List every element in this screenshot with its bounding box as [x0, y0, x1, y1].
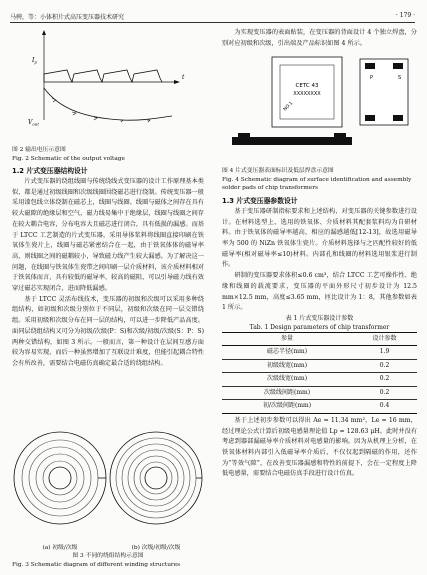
table-row: [222, 346, 417, 360]
table-cell: 0.4: [352, 400, 417, 414]
section-1-3-para-2: 研制的变压器要求体积≤0.6 cm³，结合 LTCC 工艺可操作性、绝缘和线圈的载流要求，变压器的平面外形尺寸初步设计为 12.5 mm×12.5 mm，高度≤3.65 mm，匝比设计为 1：8，其他参数如表 1 所示。: [222, 272, 417, 312]
section-1-3-para-3: 基于上述初步参数可以得出 Ae = 11.34 mm²，Le = 16 mm，经过理论公式计算后初级电感量理论值 Lp = 128.63 μH。此时并没有考虑到器部漏磁导率介质材料对电感量的影响。因为从机理上分析，在铁氧体材料内部引入低磁导率介质后，不仅仅起到隔磁的作用，还作为“等效气隙”，在改善变压器漏感和特性的前提下，会在一定程度上降低电感量，需要结合电磁仿真手段进行设计仿真。: [222, 416, 417, 478]
table-cell: 0.2: [352, 386, 417, 400]
table-cell: 0.2: [352, 359, 417, 373]
table-row: [222, 386, 417, 400]
vout-label: $V_{out}$: [28, 119, 39, 127]
fig4-caption-en-2: solder pads of chip transformers: [222, 185, 318, 192]
table-cell: 磁芯半径(mm): [222, 346, 352, 360]
fig3-caption-en: Fig. 3 Schematic diagram of different winding structures: [12, 561, 181, 568]
table-row: [222, 373, 417, 387]
table1-title-en: Tab. 1 Design parameters of chip transformer: [249, 323, 390, 331]
section-1-2-para-1: 片式变压器的绕组线圈与传统绕线式变压器的设计工作原理基本类似，都是通过初级线圈和次级线圈围绕磁芯进行绕制。传统变压器一般采用漆包线立体绕制在磁芯上，线圈与线圈、线圈与磁体之间存在具有较大磁隙的绝缘层和空气，磁力线易集中于绝缘层，线圈与线圈之间存在较大耦合电容，分布电容大且磁芯进行闭合，具有低损的漏感。而基于 LTCC 工艺制造的片式变压器，采用导体浆料将线圈直接印刷在铁氧体生瓷片上，线圈与磁芯紧密结合在一起，由于铁氧体体的磁导率高，则线圈之间的磁耦较小，导致磁力线产生较大漏感。为了解决这一问题，在线圈与铁氧体生瓷带之间印刷一层介质材料，该介质材料相对于铁氧体而言，具有较低的磁导率、较高的磁阻，可以引导磁力线有效穿过磁芯实现闭合，进而降低漏感。: [12, 178, 204, 293]
page-number: · 179 ·: [395, 12, 415, 19]
table-cell: 初级线宽(mm): [222, 359, 352, 373]
table-header: 参量: [222, 332, 352, 346]
pad-label-p: P: [370, 75, 374, 82]
table-cell: 0.2: [352, 373, 417, 387]
chip-mark-2: XXXXXXXX: [293, 91, 321, 98]
design-parameters-table: [222, 332, 417, 414]
output-voltage-diagram: [12, 28, 204, 146]
figure-4: [222, 49, 417, 167]
fig3-caption-cn: 图 3 不同的绕组结构示意图: [72, 553, 144, 559]
section-1-2-title: 1.2 片式变压器结构设计: [12, 167, 88, 175]
table-header: 设计参数: [352, 332, 417, 346]
pads-intro-para: 为实现变压器的表面贴装，在变压器的背面设计 4 个独立焊盘，分别对应初级和次级，引出端及产品标识如图 4 所示。: [222, 29, 417, 47]
section-1-3-title: 1.3 片式变压器参数设计: [222, 196, 298, 205]
fig2-caption-en: Fig. 2 Schematic of the output voltage: [12, 155, 125, 162]
section-1-2-para-2: 基于 LTCC 灵活布线技术，变压器的初级和次级可以采用多种绕组结构，如初级和次级分别位于不同层，初级和次级在同一层交错绕组。采用初级和次级分布在同一层的结构，可以进一步降低产品高度。面同层绕组结构又可分为初级/次级(P：S)和次级/初级/次级(S：P：S)两种交错结构，如图 3 所示。一般而言，第一种设计在层间互感方面较为容易实现，而后一种虽然增加了互联设计难度，但能引起耦合特性会有所改善，需要结合电磁仿真确定最合适的绕组结构。: [12, 295, 204, 367]
chip-side-mark: NO.1: [282, 101, 295, 113]
header-rule: [10, 22, 415, 23]
fig3-sub-b: (b) 次级/初级/次级: [131, 545, 181, 551]
figure-3: [12, 420, 204, 570]
chip-mark-1: CETC 43: [295, 83, 319, 90]
pad-label-s: S: [398, 75, 402, 82]
winding-structures-diagram: [12, 420, 204, 540]
fig4-caption-cn: 图 4 片式变压器表面标识及低层焊盘示意图: [222, 168, 334, 175]
figure-2: [12, 28, 204, 146]
left-column: [12, 28, 204, 370]
fig3-sub-a: (a) 初级/次级: [42, 545, 78, 551]
table-cell: 次级线间距(mm): [222, 386, 352, 400]
running-header-title: 马骋，等：小体积片式高压变压器技术研究: [10, 14, 125, 21]
ip-label: $I_p$: [32, 57, 37, 65]
table-cell: 次级线宽(mm): [222, 373, 352, 387]
section-1-3-para-1: 基于变压器研制指标要求和上述结构，对变压器的关键参数进行设计。在材料选型上，选用的铁氧体、介质材料其配套浆料均为自研材料。由于铁氧体的磁导率越高，相应的漏感越低[12-13]，故选用磁导率为 500 的 NiZn 铁氧体生瓷片。介质材料选择与之匹配性较好的低磁导率(相对磁导率≤10)材料。内部孔和线圈的材料选用银浆进行制作。: [222, 207, 417, 269]
right-column: [222, 28, 417, 480]
fig2-caption-cn: 图 2 输出电压示意图: [12, 147, 66, 153]
table1-title-cn: 表 1 片式变压器设计参数: [285, 314, 354, 322]
surface-id-pads-diagram: [222, 49, 417, 167]
table-cell: 1.9: [352, 346, 417, 360]
table-row: [222, 359, 417, 373]
t-label: t: [182, 74, 185, 81]
table-header-row: [222, 332, 417, 346]
fig4-caption-en-1: Fig. 4 Schematic diagram of surface identification and assembly: [222, 176, 412, 183]
table-cell: 初/次级间距(mm): [222, 400, 352, 414]
table-row: [222, 400, 417, 414]
